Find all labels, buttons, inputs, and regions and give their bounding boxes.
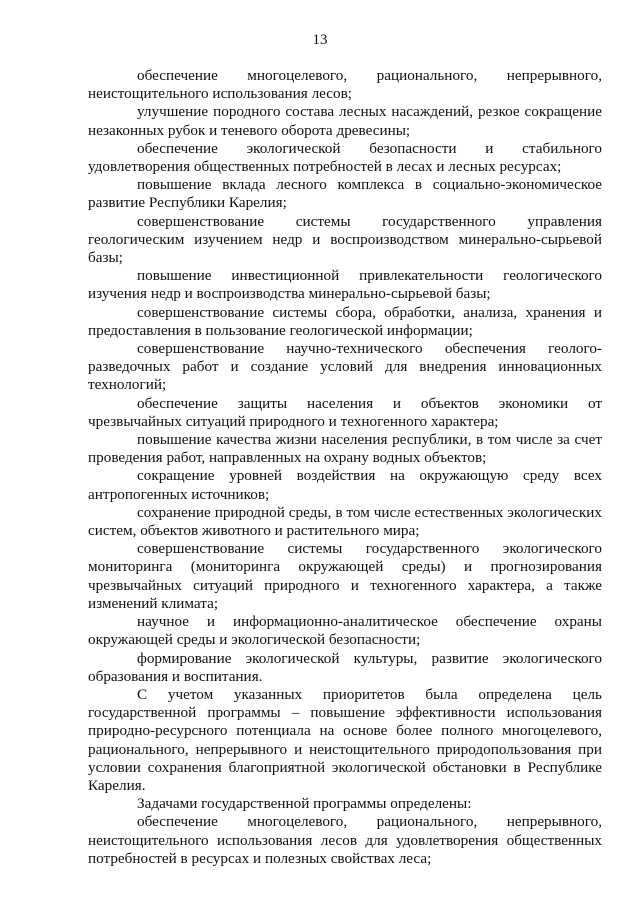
paragraph: совершенствование системы сбора, обработки, анализа, хранения и предоставления в пользование геологической информации;: [88, 303, 602, 339]
paragraph: обеспечение экологической безопасности и стабильного удовлетворения общественных потребностей в лесах и лесных ресурсах;: [88, 139, 602, 176]
paragraph: повышение качества жизни населения республики, в том числе за счет проведения работ, направленных на охрану водных объектов;: [88, 431, 602, 467]
paragraph: Задачами государственной программы определены:: [137, 795, 472, 813]
page-number: 13: [312, 32, 328, 48]
paragraph: совершенствование научно-технического обеспечения геолого-разведочных работ и создание условий для внедрения инновационных технологий;: [88, 340, 602, 394]
paragraph: формирование экологической культуры, развитие экологического образования и воспитания.: [88, 649, 602, 685]
paragraph: обеспечение многоцелевого, рационального, непрерывного, неистощительного использования лесов для удовлетворения общественных потребностей в ресурсах и полезных свойствах леса;: [88, 813, 602, 867]
paragraph: обеспечение защиты населения и объектов экономики от чрезвычайных ситуаций природного и техногенного характера;: [88, 394, 602, 430]
paragraph: сохранение природной среды, в том числе естественных экологических систем, объектов животного и растительного мира;: [88, 503, 602, 540]
paragraph: повышение вклада лесного комплекса в социально-экономическое развитие Республики Карелия;: [88, 176, 602, 212]
paragraph: улучшение породного состава лесных насаждений, резкое сокращение незаконных рубок и теневого оборота древесины;: [88, 103, 602, 139]
paragraph: совершенствование системы государственного управления геологическим изучением недр и воспроизводством минерально-сырьевой базы;: [88, 212, 602, 267]
paragraph: сокращение уровней воздействия на окружающую среду всех антропогенных источников;: [88, 467, 602, 503]
paragraph: С учетом указанных приоритетов была определена цель государственной программы – повышение эффективности использования природно-ресурсного потенциала на основе более полного многоцелевого, рационального, непрерывного и неистощительного природопользования при условии сохранения благоприятной экологической обстановки в Республике Карелия.: [88, 685, 602, 794]
paragraph: обеспечение многоцелевого, рационального, непрерывного, неистощительного использования лесов;: [88, 67, 602, 103]
body-text: [88, 67, 602, 868]
paragraph: повышение инвестиционной привлекательности геологического изучения недр и воспроизводства минерально-сырьевой базы;: [88, 267, 602, 303]
paragraph: научное и информационно-аналитическое обеспечение охраны окружающей среды и экологической безопасности;: [88, 613, 602, 649]
paragraph: совершенствование системы государственного экологического мониторинга (мониторинга окружающей среды) и прогнозирования чрезвычайных ситуаций природного и техногенного характера, а также изменений климата;: [88, 540, 602, 612]
